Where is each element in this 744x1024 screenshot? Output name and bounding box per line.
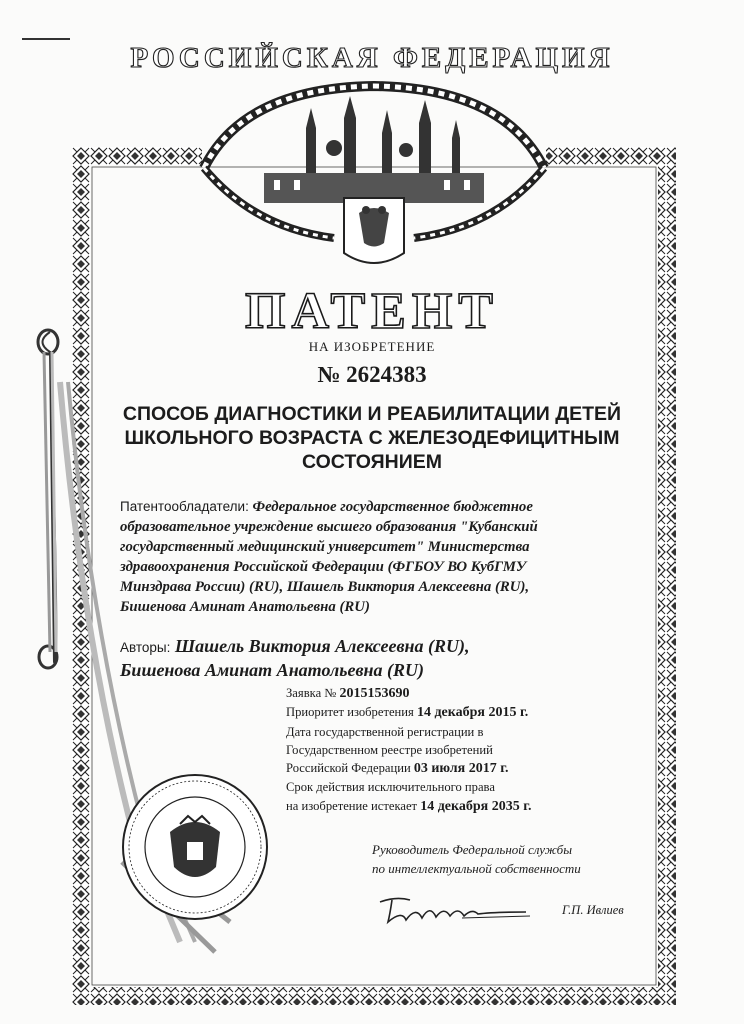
reg-label: Российской Федерации <box>286 761 411 776</box>
holders-line: здравоохранения Российской Федерации (ФГБОУ ВО КубГМУ <box>120 559 527 575</box>
application-label: Заявка № <box>286 686 337 700</box>
kremlin-emblem-icon <box>184 78 564 278</box>
head-line: Руководитель Федеральной службы <box>372 842 573 857</box>
term-label: Срок действия исключительного права <box>286 780 495 795</box>
scan-mark <box>22 38 70 40</box>
expiry-date: 14 декабря 2035 г. <box>420 798 532 814</box>
patent-number: № 2624383 <box>317 362 427 387</box>
holders-line: образовательное учреждение высшего образования "Кубанский <box>120 519 538 535</box>
holders-line: Бишенова Аминат Анатольевна (RU) <box>120 599 370 615</box>
author-line: Шашель Виктория Алексеевна (RU), <box>174 636 470 656</box>
priority-date: 14 декабря 2015 г. <box>416 705 529 721</box>
holders-line: Минздрава России) (RU), Шашель Виктория Алексеевна (RU), <box>120 579 530 595</box>
reg-label: Дата государственной регистрации в <box>286 724 484 739</box>
head-of-service <box>372 840 642 878</box>
author-line: Бишенова Аминат Анатольевна (RU) <box>120 660 424 680</box>
registration-details <box>286 684 646 816</box>
title-line: СОСТОЯНИЕМ <box>301 451 443 473</box>
signer-name: Г.П. Ивлиев <box>562 903 624 917</box>
registration-date: 03 июля 2017 г. <box>413 761 509 777</box>
holders-label: Патентообладатели: <box>120 499 249 514</box>
document-subtitle: НА ИЗОБРЕТЕНИЕ <box>308 339 436 354</box>
document-type: ПАТЕНТ <box>245 283 499 340</box>
head-line: по интеллектуальной собственности <box>372 861 581 876</box>
priority-label: Приоритет изобретения <box>286 705 414 720</box>
term-label: на изобретение истекает <box>286 798 418 813</box>
official-seal-icon <box>120 772 270 922</box>
handwritten-signature-icon <box>376 892 536 932</box>
holders-line: государственный медицинский университет" Министерства <box>120 539 530 555</box>
application-number: 2015153690 <box>339 686 410 701</box>
country-name: РОССИЙСКАЯ ФЕДЕРАЦИЯ <box>130 42 614 74</box>
title-line: СПОСОБ ДИАГНОСТИКИ И РЕАБИЛИТАЦИИ ДЕТЕЙ <box>122 403 622 425</box>
authors-label: Авторы: <box>120 640 171 655</box>
holders-line: Федеральное государственное бюджетное <box>252 499 533 515</box>
title-line: ШКОЛЬНОГО ВОЗРАСТА С ЖЕЛЕЗОДЕФИЦИТНЫМ <box>124 427 620 449</box>
reg-label: Государственном реестре изобретений <box>286 742 493 757</box>
